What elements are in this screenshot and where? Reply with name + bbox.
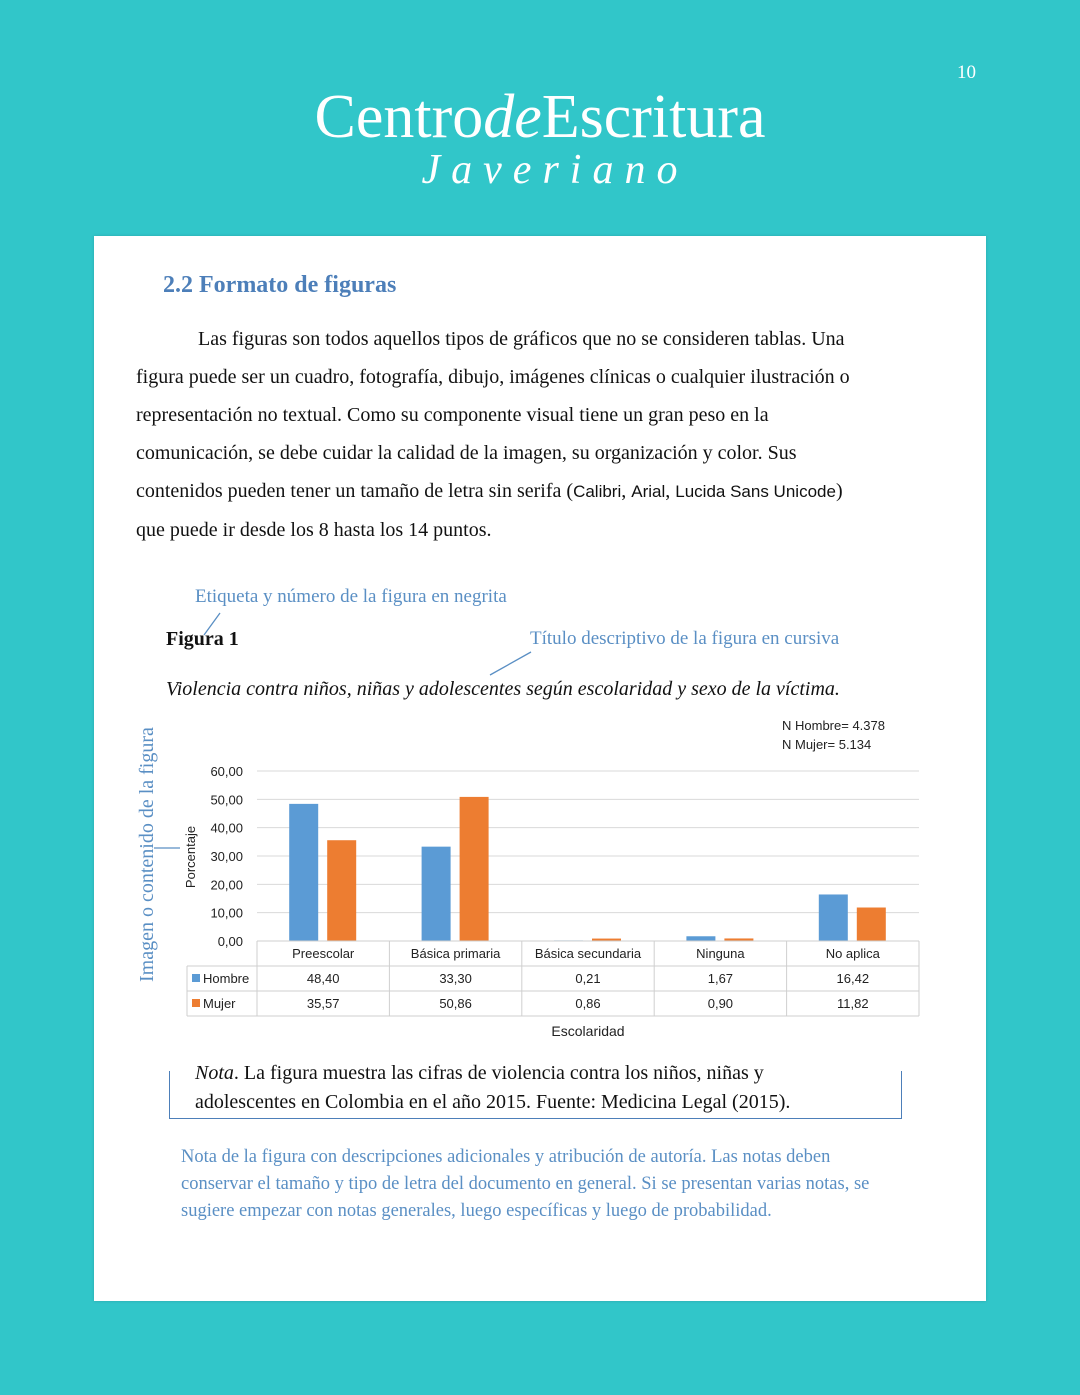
bar-hombre-0 bbox=[289, 804, 318, 941]
y-tick-label: 20,00 bbox=[210, 877, 243, 893]
logo-part-1: Centro bbox=[314, 83, 484, 151]
data-table bbox=[187, 941, 919, 1016]
annotation-title: Título descriptivo de la figura en cursiva bbox=[530, 628, 840, 649]
y-tick-labels bbox=[210, 764, 243, 949]
font-example-1: Calibri bbox=[573, 482, 622, 501]
y-tick-label: 40,00 bbox=[210, 820, 243, 836]
annotation-nota-line-1: Nota de la figura con descripciones adicionales y atribución de autoría. Las notas deben bbox=[181, 1147, 831, 1167]
y-tick-label: 60,00 bbox=[210, 764, 243, 779]
bar-mujer-4 bbox=[857, 908, 886, 941]
data-value-hombre: 1,67 bbox=[707, 971, 734, 986]
body-line-5-post: ) bbox=[835, 480, 843, 502]
nota-label: Nota bbox=[195, 1062, 234, 1084]
legend-label-mujer: Mujer bbox=[203, 996, 236, 1011]
annotation-nota-line-3: sugiere empezar con notas generales, luego específicas y luego de probabilidad. bbox=[181, 1201, 772, 1221]
nota-line-2: adolescentes en Colombia en el año 2015. Fuente: Medicina Legal (2015). bbox=[195, 1091, 791, 1113]
bar-mujer-0 bbox=[327, 840, 356, 941]
body-line-5-pre: contenidos pueden tener un tamaño de letra sin serifa ( bbox=[136, 480, 574, 502]
n-hombre-label: N Hombre= 4.378 bbox=[782, 718, 885, 733]
legend-label-hombre: Hombre bbox=[203, 971, 250, 986]
data-value-mujer: 0,86 bbox=[575, 996, 601, 1011]
annotation-image: Imagen o contenido de la figura bbox=[136, 727, 158, 982]
data-value-hombre: 48,40 bbox=[306, 971, 340, 986]
logo-part-2: de bbox=[483, 83, 542, 151]
y-tick-label: 30,00 bbox=[210, 849, 243, 864]
category-label: Preescolar bbox=[292, 946, 355, 961]
y-axis-title: Porcentaje bbox=[183, 825, 198, 889]
bar-chart bbox=[179, 714, 939, 1044]
category-label: No aplica bbox=[825, 946, 880, 961]
y-tick-label: 0,00 bbox=[217, 934, 243, 949]
data-value-mujer: 0,90 bbox=[707, 996, 734, 1011]
figure-note bbox=[195, 1059, 895, 1117]
annotation-nota bbox=[181, 1144, 921, 1225]
body-line-2: figura puede ser un cuadro, fotografía, dibujo, imágenes clínicas o cualquier ilustración o bbox=[136, 366, 850, 388]
logo bbox=[0, 82, 1080, 192]
logo-part-3: Escritura bbox=[541, 83, 766, 151]
logo-line-2: Javeriano bbox=[421, 147, 689, 193]
data-value-mujer: 11,82 bbox=[837, 996, 869, 1011]
document-sheet bbox=[94, 236, 986, 1301]
page-number: 10 bbox=[957, 62, 976, 83]
bar-hombre-3 bbox=[686, 936, 715, 941]
annotation-nota-line-2: conservar el tamaño y tipo de letra del documento en general. Si se presentan varias notas, se bbox=[181, 1174, 870, 1194]
title-connector-line bbox=[490, 652, 531, 675]
data-value-mujer: 35,57 bbox=[306, 996, 340, 1011]
data-value-hombre: 16,42 bbox=[836, 971, 870, 986]
section-title: 2.2 Formato de figuras bbox=[163, 272, 397, 298]
bar-mujer-1 bbox=[460, 797, 489, 941]
nota-line-1: . La figura muestra las cifras de violencia contra los niños, niñas y bbox=[233, 1062, 764, 1084]
body-line-6: que puede ir desde los 8 hasta los 14 puntos. bbox=[136, 519, 492, 541]
font-example-3: Lucida Sans Unicode bbox=[675, 482, 836, 501]
figure-title: Violencia contra niños, niñas y adolescentes según escolaridad y sexo de la víctima. bbox=[166, 678, 840, 700]
n-mujer-label: N Mujer= 5.134 bbox=[782, 737, 872, 752]
font-example-2: Arial bbox=[631, 482, 666, 501]
body-line-5: contenidos pueden tener un tamaño de letra sin serifa (Calibri, Arial, Lucida Sans Unicode) bbox=[136, 480, 843, 502]
y-tick-label: 50,00 bbox=[210, 792, 243, 808]
category-label: Básica secundaria bbox=[534, 946, 642, 961]
body-line-3: representación no textual. Como su componente visual tiene un gran peso en la bbox=[136, 404, 769, 426]
legend-swatch-hombre bbox=[192, 974, 200, 982]
data-value-hombre: 33,30 bbox=[439, 971, 472, 986]
bar-hombre-1 bbox=[422, 847, 451, 941]
bar-hombre-4 bbox=[819, 894, 848, 941]
annotation-label: Etiqueta y número de la figura en negrita bbox=[195, 586, 507, 607]
data-value-mujer: 50,86 bbox=[439, 996, 472, 1011]
category-label: Ninguna bbox=[696, 946, 745, 961]
bars bbox=[289, 797, 886, 941]
data-value-hombre: 0,21 bbox=[575, 971, 601, 986]
figure-label: Figura 1 bbox=[166, 628, 239, 650]
body-line-4: comunicación, se debe cuidar la calidad de la imagen, su organización y color. Sus bbox=[136, 442, 797, 464]
x-axis-title: Escolaridad bbox=[551, 1023, 625, 1039]
category-label: Básica primaria bbox=[410, 946, 501, 961]
y-tick-label: 10,00 bbox=[210, 905, 243, 921]
legend-swatch-mujer bbox=[192, 999, 200, 1007]
body-line-1: Las figuras son todos aquellos tipos de gráficos que no se consideren tablas. Una bbox=[198, 328, 845, 350]
